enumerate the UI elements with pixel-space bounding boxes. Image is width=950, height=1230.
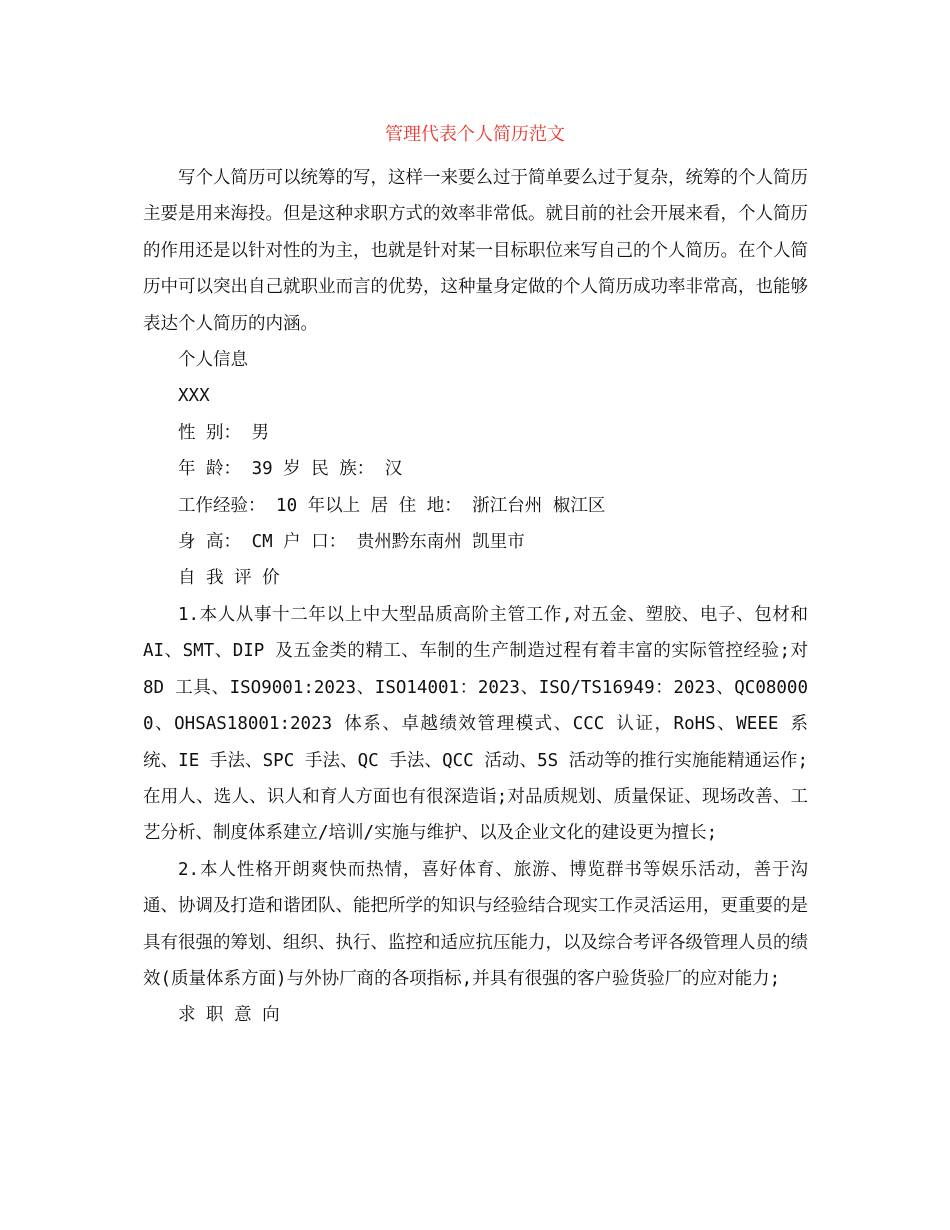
intro-paragraph: 写个人简历可以统筹的写，这样一来要么过于简单要么过于复杂，统筹的个人简历主要是用来海投。但是这种求职方式的效率非常低。就目前的社会开展来看，个人简历的作用还是以针对性的为主，也就是针对某一目标职位来写自己的个人简历。在个人简历中可以突出自己就职业而言的优势，这种量身定做的个人简历成功率非常高，也能够表达个人简历的内涵。 [143,168,808,334]
document-title: 管理代表个人简历范文 [385,124,565,145]
gender-line: 性 别： 男 [178,422,270,443]
job-intention-heading: 求 职 意 向 [178,1005,280,1026]
height-hukou-line: 身 高： CM 户 口： 贵州黔东南州 凯里市 [178,532,525,553]
name-line: XXX [178,386,210,407]
age-ethnicity-line: 年 龄： 39 岁 民 族： 汉 [178,459,403,480]
self-evaluation-item-2: 2.本人性格开朗爽快而热情，喜好体育、旅游、博览群书等娱乐活动，善于沟通、协调及打造和谐团队、能把所学的知识与经验结合现实工作灵活运用，更重要的是具有很强的筹划、组织、执行、监控和适应抗压能力，以及综合考评各级管理人员的绩效(质量体系方面)与外协厂商的各项指标,并具有很强的客户验货验厂的应对能力; [143,859,808,989]
personal-info-heading: 个人信息 [178,350,248,371]
document-body [143,160,808,1034]
experience-residence-line: 工作经验： 10 年以上 居 住 地： 浙江台州 椒江区 [178,495,606,516]
self-evaluation-item-1: 1.本人从事十二年以上中大型品质高阶主管工作,对五金、塑胶、电子、包材和 AI、SMT、DIP 及五金类的精工、车制的生产制造过程有着丰富的实际管控经验;对 8D 工具、ISO9001:2023、ISO14001：2023、ISO/TS16949：2023、QC080000、OHSAS18001:2023 体系、卓越绩效管理模式、CCC 认证，RoHS、WEEE 系统、IE 手法、SPC 手法、QC 手法、QCC 活动、5S 活动等的推行实施能精通运作;在用人、选人、识人和育人方面也有很深造诣;对品质规划、质量保证、现场改善、工艺分析、制度体系建立/培训/实施与维护、以及企业文化的建设更为擅长; [143,604,808,844]
self-evaluation-heading: 自 我 评 价 [178,568,280,589]
